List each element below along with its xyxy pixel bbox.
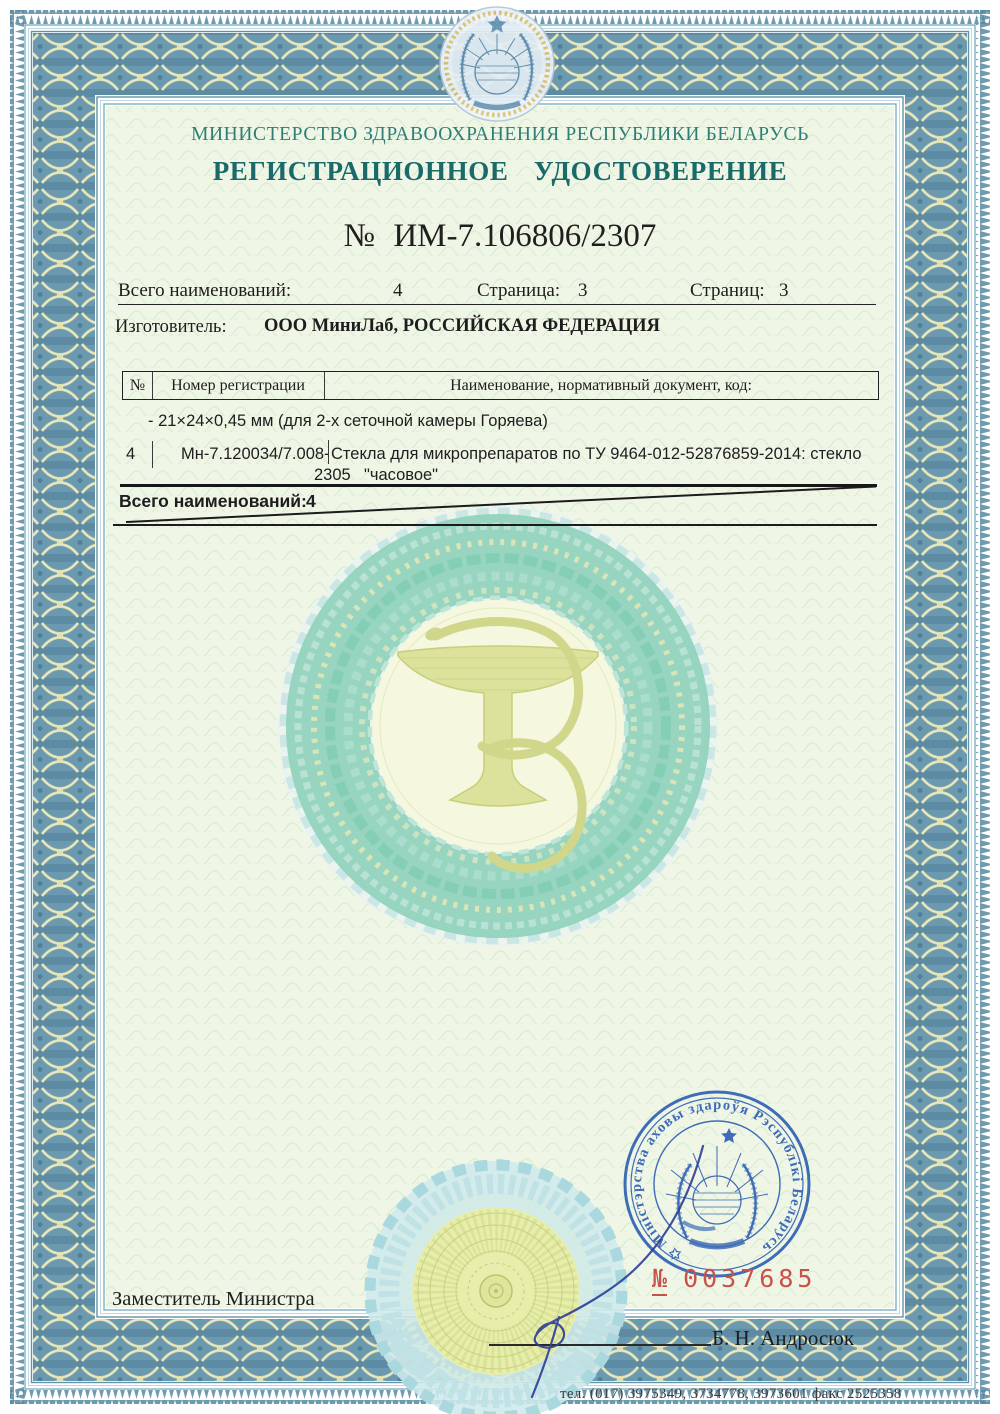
table-header-reg: Номер регистрации (171, 377, 305, 394)
manufacturer-value: ООО МиниЛаб, РОССИЙСКАЯ ФЕДЕРАЦИЯ (264, 316, 660, 336)
pages-value: 3 (779, 280, 789, 301)
table-row-continuation: - 21×24×0,45 мм (для 2-х сеточной камеры Горяева) (148, 412, 548, 430)
serial-prefix: № (652, 1264, 667, 1296)
table-row-name-cont: "часовое" (364, 466, 439, 484)
table-header-name: Наименование, нормативный документ, код: (450, 377, 752, 394)
summary-total-value: 4 (306, 491, 316, 511)
pages-label: Страниц: (690, 280, 765, 301)
table-row-registration: Мн-7.120034/7.008- (181, 445, 330, 463)
manufacturer-label: Изготовитель: (115, 317, 227, 337)
page-label: Страница: (477, 280, 561, 301)
stamp-circular-text: ✩ Міністэрства аховы здароўя Рэспублікі Беларусь (628, 1097, 806, 1264)
signer-name: Б. Н. Андросюк (712, 1326, 855, 1350)
summary-total-label: Всего наименований: (119, 491, 307, 511)
page-value: 3 (578, 280, 588, 301)
table-header-num: № (129, 377, 146, 394)
footer-phone-line: тел. (017) 3975349, 3734778, 3973601 факс 2525358 (560, 1386, 902, 1402)
serial-digits: 0037685 (683, 1264, 817, 1293)
table-row-name: Стекла для микропрепаратов по ТУ 9464-012-52876859-2014: стекло (331, 445, 862, 463)
signer-title: Заместитель Министра (112, 1288, 315, 1310)
table-row-number: 4 (126, 445, 136, 463)
total-items-value: 4 (393, 280, 403, 301)
total-items-label: Всего наименований: (118, 280, 292, 301)
document-title: РЕГИСТРАЦИОННОЕ УДОСТОВЕРЕНИЕ (212, 156, 788, 186)
certificate-number: № ИМ-7.106806/2307 (343, 218, 657, 254)
ministry-heading: МИНИСТЕРСТВО ЗДРАВООХРАНЕНИЯ РЕСПУБЛИКИ БЕЛАРУСЬ (191, 124, 809, 145)
table-row-registration-cont: 2305 (314, 466, 351, 484)
